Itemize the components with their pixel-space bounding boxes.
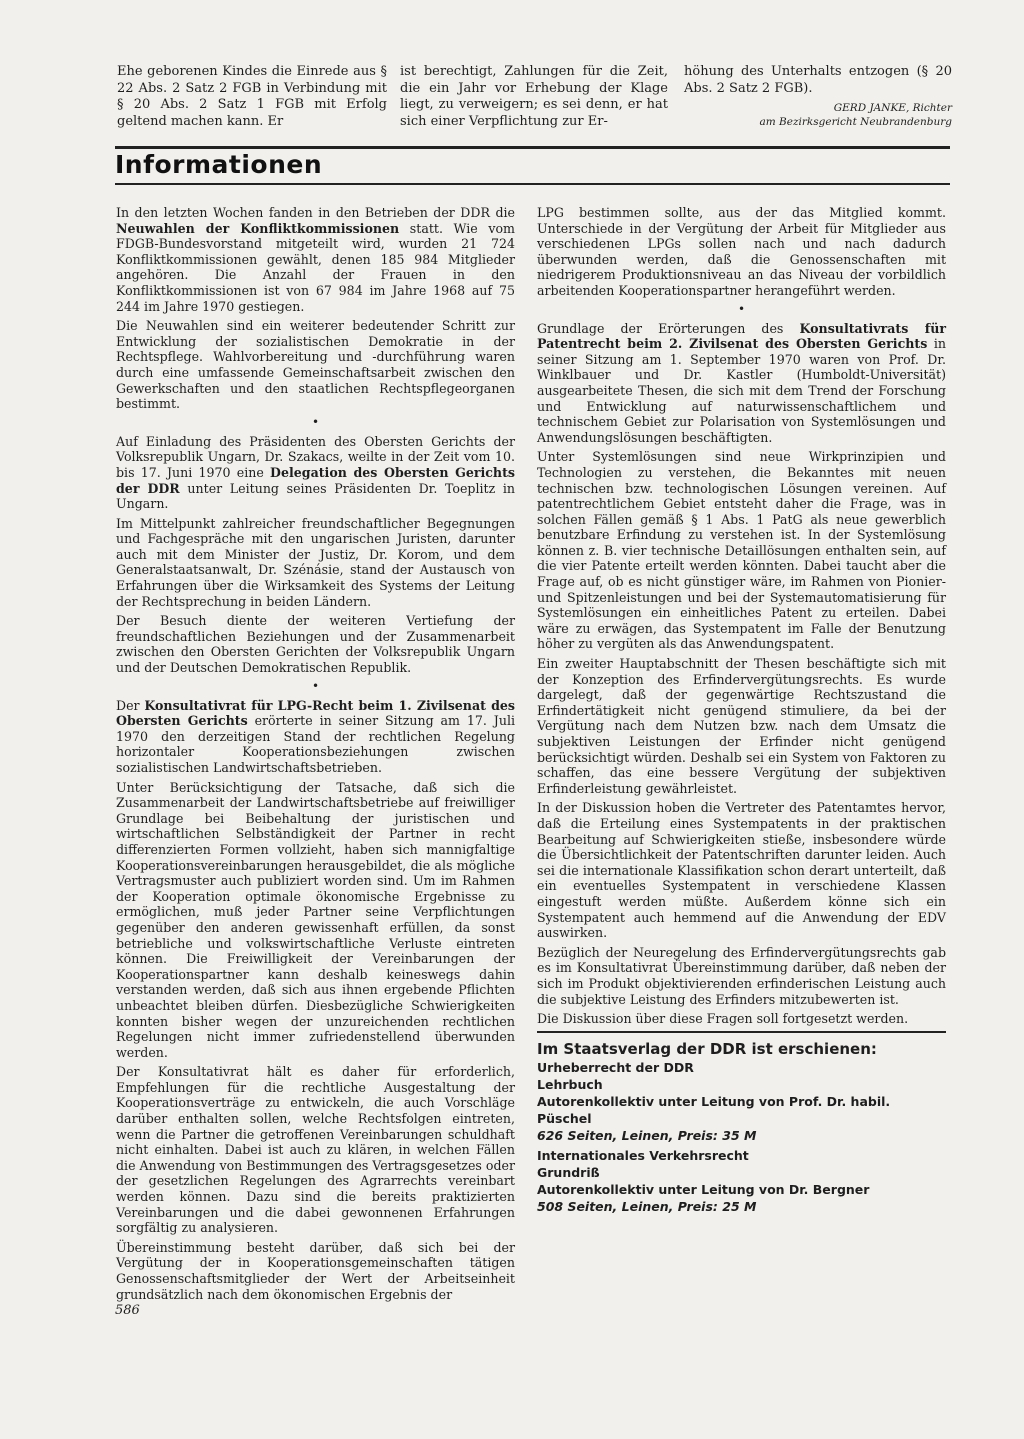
right-column bbox=[537, 205, 946, 1215]
top-column-3 bbox=[684, 64, 952, 129]
text-run: Der bbox=[116, 697, 145, 713]
top-column-2 bbox=[400, 64, 668, 130]
paragraph bbox=[537, 321, 946, 446]
separator-dot: • bbox=[737, 301, 746, 316]
text-run: in seiner Sitzung am 1. September 1970 waren von Prof. Dr. Winklbauer und Dr. Kastler (Humboldt-Universität) ausgearbeitete Thesen, die sich mit dem Trend der Forschung und Entwicklung auf naturwissenschaftlichem und technischem Gebiet zur Polarisation von Systemlösungen und Anwendungslösungen beschäftigten. bbox=[537, 336, 946, 445]
paragraph: Ein zweiter Hauptabschnitt der Thesen beschäftigte sich mit der Konzeption des Erfindervergütungsrechts. Es wurde dargelegt, daß der gegenwärtige Rechtszustand die Erfindertätigkeit nicht genügend stimuliere, da bei der Vergütung nach dem Nutzen bzw. nach dem Umsatz die subjektiven Leistungen der Erfinder nicht genügend berücksichtigt würden. Deshalb sei ein System von Faktoren zu schaffen, das eine bessere Vergütung der subjektiven Erfinderleistung gewährleistet. bbox=[537, 656, 946, 796]
book-info: 626 Seiten, Leinen, Preis: 35 M bbox=[537, 1127, 757, 1143]
book-type: Lehrbuch bbox=[537, 1076, 603, 1092]
book-author: Autorenkollektiv unter Leitung von Dr. Bergner bbox=[537, 1181, 870, 1197]
paragraph: Bezüglich der Neuregelung des Erfindervergütungsrechts gab es im Konsultativrat Übereinstimmung darüber, daß neben der sich im Produkt objektivierenden erfinderischen Leistung auch die subjektive Leistung des Erfinders mitzubewerten ist. bbox=[537, 944, 946, 1007]
paragraph: In der Diskussion hoben die Vertreter des Patentamtes hervor, daß die Erteilung eines Systempatents in der praktischen Bearbeitung auf Schwierigkeiten stieße, insbesondere würde die Übersichtlichkeit der Patentschriften darunter leiden. Auch sei die internationale Klassifikation schon derart unterteilt, daß ein eventuelles Systempatent in verschiedene Klassen eingestuft werden müßte. Außerdem könne sich ein Systempatent auch hemmend auf die Anwendung der EDV auswirken. bbox=[537, 800, 946, 941]
books-heading: Im Staatsverlag der DDR ist erschienen: bbox=[537, 1039, 877, 1058]
text-run-bold: Neuwahlen der Konfliktkommissionen bbox=[116, 220, 400, 236]
paragraph: Im Mittelpunkt zahlreicher freundschaftlicher Begegnungen und Fachgespräche mit den ungarischen Juristen, darunter auch mit dem Minister der Justiz, Dr. Korom, und dem Generalstaatsanwalt, Dr. Szénásie, stand der Austausch von Erfahrungen über die Wirksamkeit des Systems der Leitung der Rechtsprechung in beiden Ländern. bbox=[116, 515, 515, 609]
text-run: Grundlage der Erörterungen des bbox=[537, 320, 800, 336]
paragraph: Der Besuch diente der weiteren Vertiefung der freundschaftlichen Beziehungen und der Zusammenarbeit zwischen den Obersten Gerichten der Volksrepublik Ungarn und der Deutschen Demokratischen Republik. bbox=[116, 613, 515, 676]
book-info: 508 Seiten, Leinen, Preis: 25 M bbox=[537, 1198, 757, 1214]
paragraph: LPG bestimmen sollte, aus der das Mitglied kommt. Unterschiede in der Vergütung der Arbeit für Mitglieder aus verschiedenen LPGs sollen nach und nach dadurch überwunden werden, daß die Genossenschaften mit niedrigerem Produktionsniveau an das Niveau der vorbildlich arbeitenden Kooperationspartner herangeführt werden. bbox=[537, 205, 946, 298]
text-run-bold: Konsultativrat für LPG-Recht beim 1. Zivilsenat des Obersten Gerichts bbox=[116, 697, 515, 729]
section-title: Informationen bbox=[115, 150, 323, 179]
paragraph bbox=[116, 205, 515, 314]
text-run-bold: Delegation des Obersten Gerichts der DDR bbox=[116, 464, 515, 496]
book-title: Urheberrecht der DDR bbox=[537, 1059, 694, 1075]
separator-dot: • bbox=[311, 678, 320, 693]
paragraph: Die Diskussion über diese Fragen soll fortgesetzt werden. bbox=[537, 1011, 909, 1027]
header-rule-bottom bbox=[115, 183, 950, 185]
text-run: Auf Einladung des Präsidenten des Obersten Gerichts der Volksrepublik Ungarn, Dr. Szakacs, weilte in der Zeit vom 10. bis 17. Juni 1970 eine bbox=[116, 433, 515, 480]
top-paragraph-3: höhung des Unterhalts entzogen (§ 20 Abs. 2 Satz 2 FGB). bbox=[684, 64, 952, 96]
text-run: erörterte in seiner Sitzung am 17. Juli 1970 den derzeitigen Stand der rechtlichen Regelung horizontaler Kooperationsbeziehungen zwischen sozialistischen Landwirtschaftsbetrieben. bbox=[116, 713, 515, 775]
paragraph: Der Konsultativrat hält es daher für erforderlich, Empfehlungen für die rechtliche Ausgestaltung der Kooperationsverträge zu entwickeln, die auch Vorschläge darüber enthalten sollen, welche Rechtsfolgen eintreten, wenn die Partner die getroffenen Vereinbarungen schuldhaft nicht einhalten. Dabei ist auch zu klären, in welchen Fällen die Anwendung von Bestimmungen des Vertragsgesetzes oder der gesetzlichen Regelungen des Agrarrechts vereinbart werden können. Dazu sind die bereits praktizierten Vereinbarungen und die dabei gewonnenen Erfahrungen sorgfältig zu analysieren. bbox=[116, 1064, 515, 1236]
page-number: 586 bbox=[115, 1303, 140, 1318]
signature-name: GERD JANKE, Richter bbox=[833, 102, 952, 115]
paragraph: Unter Berücksichtigung der Tatsache, daß sich die Zusammenarbeit der Landwirtschaftsbetriebe auf freiwilliger Grundlage bei Beibehaltung der juristischen und wirtschaftlichen Selbständigkeit der Partner in recht differenzierten Formen vollzieht, haben sich mannigfaltige Kooperationsvereinbarungen herausgebildet, die als mögliche Vertragsmuster auch publiziert worden sind. Um im Rahmen der Kooperation optimale ökonomische Ergebnisse zu ermöglichen, muß jeder Partner seine Verpflichtungen gegenüber den anderen gewissenhaft erfüllen, da sonst betriebliche und volkswirtschaftliche Verluste eintreten können. Die Freiwilligkeit der Vereinbarungen der Kooperationspartner kann deshalb keineswegs dahin verstanden werden, daß sich aus ihnen ergebende Pflichten unbeachtet bleiben dürfen. Diesbezügliche Schwierigkeiten konnten bisher wegen der unzureichenden rechtlichen Regelungen nicht immer zufriedenstellend überwunden werden. bbox=[116, 779, 515, 1060]
signature-place: am Bezirksgericht Neubrandenburg bbox=[759, 116, 952, 129]
paragraph bbox=[116, 698, 515, 776]
book-title: Internationales Verkehrsrecht bbox=[537, 1147, 749, 1163]
paragraph bbox=[116, 434, 515, 512]
book-type: Grundriß bbox=[537, 1164, 600, 1180]
separator-dot: • bbox=[311, 414, 320, 429]
paragraph: Unter Systemlösungen sind neue Wirkprinzipien und Technologien zu verstehen, die Bekanntes mit neuen technischen bzw. technologischen Lösungen vereinen. Auf patentrechtlichem Gebiet entsteht daher die Frage, was in solchen Fällen gemäß § 1 Abs. 1 PatG als neue gewerblich benutzbare Erfindung zu verstehen ist. In der Systemlösung können z. B. vier technische Detaillösungen enthalten sein, auf die vier Patente erteilt werden könnten. Dabei taucht aber die Frage auf, ob es nicht günstiger wäre, im Rahmen von Pionier- und Spitzenleistungen und bei der Systemautomatisierung für Systemlösungen ein einheitliches Patent zu erteilen. Dabei wäre zu erwägen, das Systempatent im Falle der Benutzung höher zu vergüten als das Anwendungspatent. bbox=[537, 449, 946, 652]
book-author: Autorenkollektiv unter Leitung von Prof. Dr. habil. Püschel bbox=[537, 1093, 891, 1126]
top-paragraph-2: ist berechtigt, Zahlungen für die Zeit, die ein Jahr vor Erhebung der Klage liegt, zu verweigern; es sei denn, er hat sich einer Verpflichtung zur Er- bbox=[400, 64, 668, 129]
text-run: statt. Wie vom FDGB-Bundesvorstand mitgeteilt wird, wurden 21 724 Konfliktkommissionen gewählt, denen 185 984 Mitglieder angehören. Die Anzahl der Frauen in den Konfliktkommissionen ist von 67 984 im Jahre 1968 auf 75 244 im Jahre 1970 gestiegen. bbox=[116, 220, 515, 314]
text-run: unter Leitung seines Präsidenten Dr. Toeplitz in Ungarn. bbox=[116, 480, 515, 512]
paragraph: Übereinstimmung besteht darüber, daß sich bei der Vergütung der in Kooperationsgemeinschaften tätigen Genossenschaftsmitglieder der Wert der Arbeitseinheit grundsätzlich nach dem ökonomischen Ergebnis der bbox=[116, 1239, 515, 1302]
text-run-bold: Konsultativrats für Patentrecht beim 2. Zivilsenat des Obersten Gerichts bbox=[537, 320, 946, 352]
text-run: In den letzten Wochen fanden in den Betrieben der DDR die bbox=[116, 205, 515, 220]
left-column bbox=[116, 205, 515, 1306]
paragraph: Die Neuwahlen sind ein weiterer bedeutender Schritt zur Entwicklung der sozialistischen Demokratie in der Rechtspflege. Wahlvorbereitung und -durchführung waren durch eine umfassende Gemeinschaftsarbeit zwischen den Gewerkschaften und den staatlichen Rechtspflegeorganen bestimmt. bbox=[116, 318, 515, 412]
header-rule-top bbox=[115, 146, 950, 149]
top-paragraph-1: Ehe geborenen Kindes die Einrede aus § 22 Abs. 2 Satz 2 FGB in Verbindung mit § 20 Abs. 2 Satz 1 FGB mit Erfolg geltend machen kann. Er bbox=[117, 64, 387, 129]
books-rule bbox=[537, 1031, 946, 1033]
top-column-1 bbox=[117, 64, 387, 130]
